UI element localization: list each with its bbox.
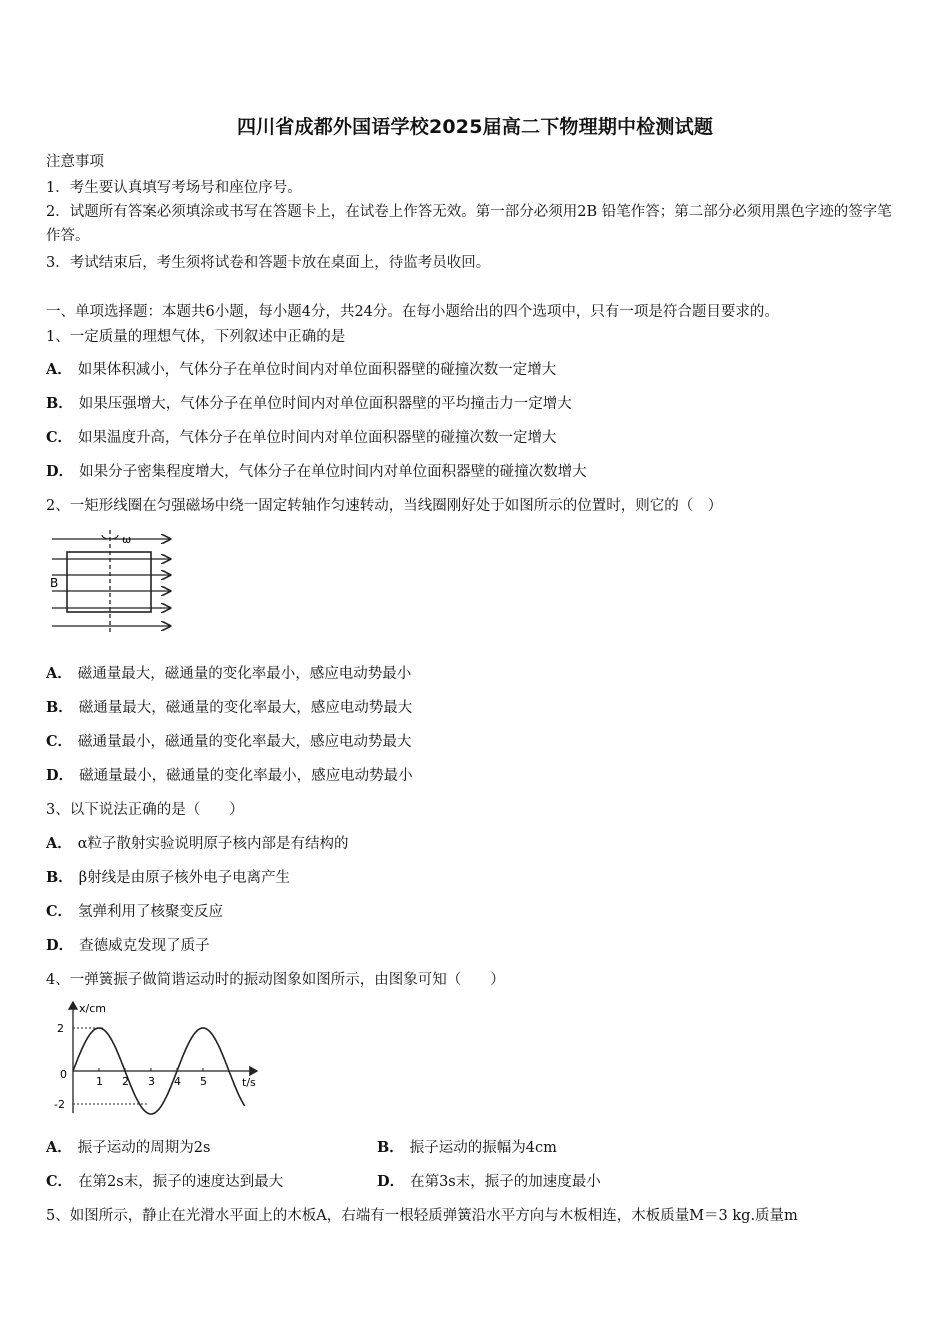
section-heading: 一、单项选择题：本题共6小题，每小题4分，共24分。在每小题给出的四个选项中，只有一项是符合题目要求的。 bbox=[46, 304, 779, 320]
question-5-stem: 5、如图所示，静止在光滑水平面上的木板A，右端有一根轻质弹簧沿水平方向与木板相连，木板质量M＝3 kg.质量m bbox=[46, 1208, 798, 1224]
option-text: 振子运动的振幅为4cm bbox=[409, 1140, 557, 1156]
notice-heading: 注意事项 bbox=[46, 154, 104, 170]
y-tick-2: 2 bbox=[57, 1022, 64, 1035]
q1-option-c bbox=[46, 428, 557, 448]
option-label: A． bbox=[46, 835, 72, 852]
question-1-stem: 1、一定质量的理想气体，下列叙述中正确的是 bbox=[46, 329, 346, 345]
notice-item-1: 1．考生要认真填写考场号和座位序号。 bbox=[46, 180, 302, 196]
x-tick-label: 2 bbox=[122, 1075, 129, 1088]
option-label: B． bbox=[46, 395, 73, 412]
x-tick-label: 4 bbox=[174, 1075, 181, 1088]
option-text: 磁通量最大，磁通量的变化率最小，感应电动势最小 bbox=[77, 666, 412, 682]
option-text: 在第3s末，振子的加速度最小 bbox=[410, 1174, 601, 1190]
q2-option-d bbox=[46, 766, 413, 786]
option-text: 磁通量最小，磁通量的变化率最大，感应电动势最大 bbox=[78, 734, 412, 750]
y-tick-0: 0 bbox=[60, 1068, 67, 1081]
q1-option-a bbox=[46, 360, 556, 380]
q2-option-a bbox=[46, 664, 411, 684]
page-title: 四川省成都外国语学校2025届高二下物理期中检测试题 bbox=[236, 116, 714, 138]
omega-label: ω bbox=[122, 533, 132, 546]
option-text: 振子运动的周期为2s bbox=[77, 1140, 211, 1156]
q4-option-b bbox=[377, 1138, 557, 1158]
y-tick-neg2: -2 bbox=[54, 1098, 65, 1111]
option-label: A． bbox=[46, 1139, 72, 1156]
q3-option-c bbox=[46, 902, 223, 922]
option-label: D． bbox=[46, 767, 74, 784]
oscillation-graph bbox=[52, 998, 267, 1118]
q4-option-c bbox=[46, 1172, 283, 1192]
b-label: B bbox=[50, 576, 59, 590]
option-label: A． bbox=[46, 665, 72, 682]
q2-option-b bbox=[46, 698, 412, 718]
option-text: 如果温度升高，气体分子在单位时间内对单位面积器壁的碰撞次数一定增大 bbox=[78, 430, 557, 446]
option-label: B． bbox=[46, 869, 73, 886]
notice-item-3: 3．考试结束后，考生须将试卷和答题卡放在桌面上，待监考员收回。 bbox=[46, 255, 491, 271]
q3-option-a bbox=[46, 834, 349, 854]
option-text: β射线是由原子核外电子电离产生 bbox=[78, 870, 291, 886]
option-label: D． bbox=[377, 1173, 405, 1190]
option-label: B． bbox=[46, 699, 73, 716]
x-label: t/s bbox=[242, 1076, 256, 1089]
question-3-stem: 3、以下说法正确的是（ ） bbox=[46, 802, 244, 818]
x-tick-label: 1 bbox=[96, 1075, 103, 1088]
q3-option-b bbox=[46, 868, 290, 888]
option-text: 磁通量最小，磁通量的变化率最小，感应电动势最小 bbox=[79, 768, 413, 784]
option-label: C． bbox=[46, 1173, 73, 1190]
x-tick-label: 3 bbox=[148, 1075, 155, 1088]
option-text: 如果压强增大，气体分子在单位时间内对单位面积器壁的平均撞击力一定增大 bbox=[78, 396, 572, 412]
x-tick-label: 5 bbox=[200, 1075, 207, 1088]
option-label: C． bbox=[46, 733, 73, 750]
option-text: α粒子散射实验说明原子核内部是有结构的 bbox=[77, 836, 349, 852]
option-label: D． bbox=[46, 937, 74, 954]
option-label: C． bbox=[46, 429, 73, 446]
question-4-stem: 4、一弹簧振子做简谐运动时的振动图象如图所示，由图象可知（ ） bbox=[46, 972, 505, 988]
option-text: 在第2s末，振子的速度达到最大 bbox=[78, 1174, 284, 1190]
question-2-stem: 2、一矩形线圈在匀强磁场中绕一固定转轴作匀速转动，当线圈刚好处于如图所示的位置时，则它的（ ） bbox=[46, 498, 723, 514]
option-text: 氢弹利用了核聚变反应 bbox=[78, 904, 224, 920]
option-text: 如果体积减小，气体分子在单位时间内对单位面积器壁的碰撞次数一定增大 bbox=[77, 362, 557, 378]
option-label: A． bbox=[46, 361, 72, 378]
option-text: 如果分子密集程度增大，气体分子在单位时间内对单位面积器壁的碰撞次数增大 bbox=[79, 464, 587, 480]
q4-option-a bbox=[46, 1138, 210, 1158]
q2-option-c bbox=[46, 732, 412, 752]
option-label: D． bbox=[46, 463, 74, 480]
option-label: C． bbox=[46, 903, 73, 920]
option-label: B． bbox=[377, 1139, 404, 1156]
option-text: 查德威克发现了质子 bbox=[79, 938, 210, 954]
option-text: 磁通量最大，磁通量的变化率最大，感应电动势最大 bbox=[78, 700, 413, 716]
q4-option-d bbox=[377, 1172, 601, 1192]
notice-item-2: 2．试题所有答案必须填涂或书写在答题卡上，在试卷上作答无效。第一部分必须用2B 铅笔作答；第二部分必须用黑色字迹的签字笔作答。 bbox=[46, 204, 892, 244]
rectangular-coil bbox=[67, 552, 151, 612]
y-label: x/cm bbox=[79, 1002, 106, 1015]
q1-option-b bbox=[46, 394, 572, 414]
q3-option-d bbox=[46, 936, 210, 956]
q1-option-d bbox=[46, 462, 587, 482]
coil-magnetic-field-figure bbox=[46, 528, 178, 634]
